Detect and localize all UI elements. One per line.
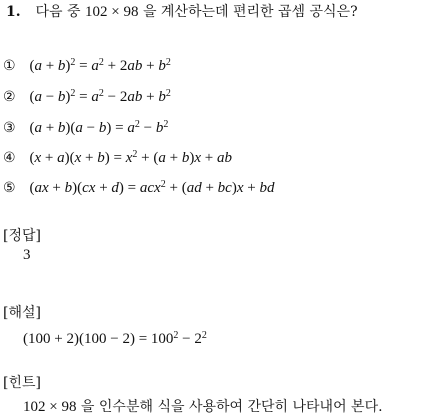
option-4 <box>3 149 232 167</box>
option-marker: ③ <box>3 120 16 136</box>
option-marker: ④ <box>3 150 16 166</box>
answer-value: 3 <box>23 247 31 263</box>
option-formula: (ax + b)(cx + d) = acx$^2$ + (ad + bc)x + bd <box>29 179 275 196</box>
hint-line <box>23 398 383 416</box>
option-marker: ② <box>3 89 16 105</box>
hint-expression: 102 × 98 <box>23 399 77 415</box>
question-expression: 102 × 98 <box>85 4 139 20</box>
option-1 <box>3 57 171 75</box>
explanation-line <box>23 330 207 348</box>
option-marker: ⑤ <box>3 180 16 196</box>
explanation-formula: $(100 + 2)(100 - 2) = 100^2 - 2^2$ <box>23 330 207 347</box>
explanation-label: [해설] <box>3 305 41 321</box>
option-formula: $(a + b)^2 = a^2 + 2ab + b^2$ <box>29 57 171 74</box>
option-5 <box>3 179 274 197</box>
option-3 <box>3 119 168 137</box>
question-line <box>6 3 358 21</box>
option-formula: $(a - b)^2 = a^2 - 2ab + b^2$ <box>29 88 171 105</box>
hint-label: [힌트] <box>3 375 41 391</box>
option-formula: $(a + b)(a - b) = a^2 - b^2$ <box>29 119 169 136</box>
question-text-after: 을 계산하는데 편리한 곱셈 공식은? <box>142 4 358 20</box>
question-text-before: 다음 중 <box>35 4 81 20</box>
question-number: 1. <box>6 4 21 20</box>
option-formula: $(x + a)(x + b) = x^2 + (a + b)x$ + ab <box>29 149 232 166</box>
option-2 <box>3 88 171 106</box>
option-marker: ① <box>3 58 16 74</box>
hint-text: 을 인수분해 식을 사용하여 간단히 나타내어 본다. <box>80 399 383 415</box>
answer-label: [정답] <box>3 228 41 244</box>
